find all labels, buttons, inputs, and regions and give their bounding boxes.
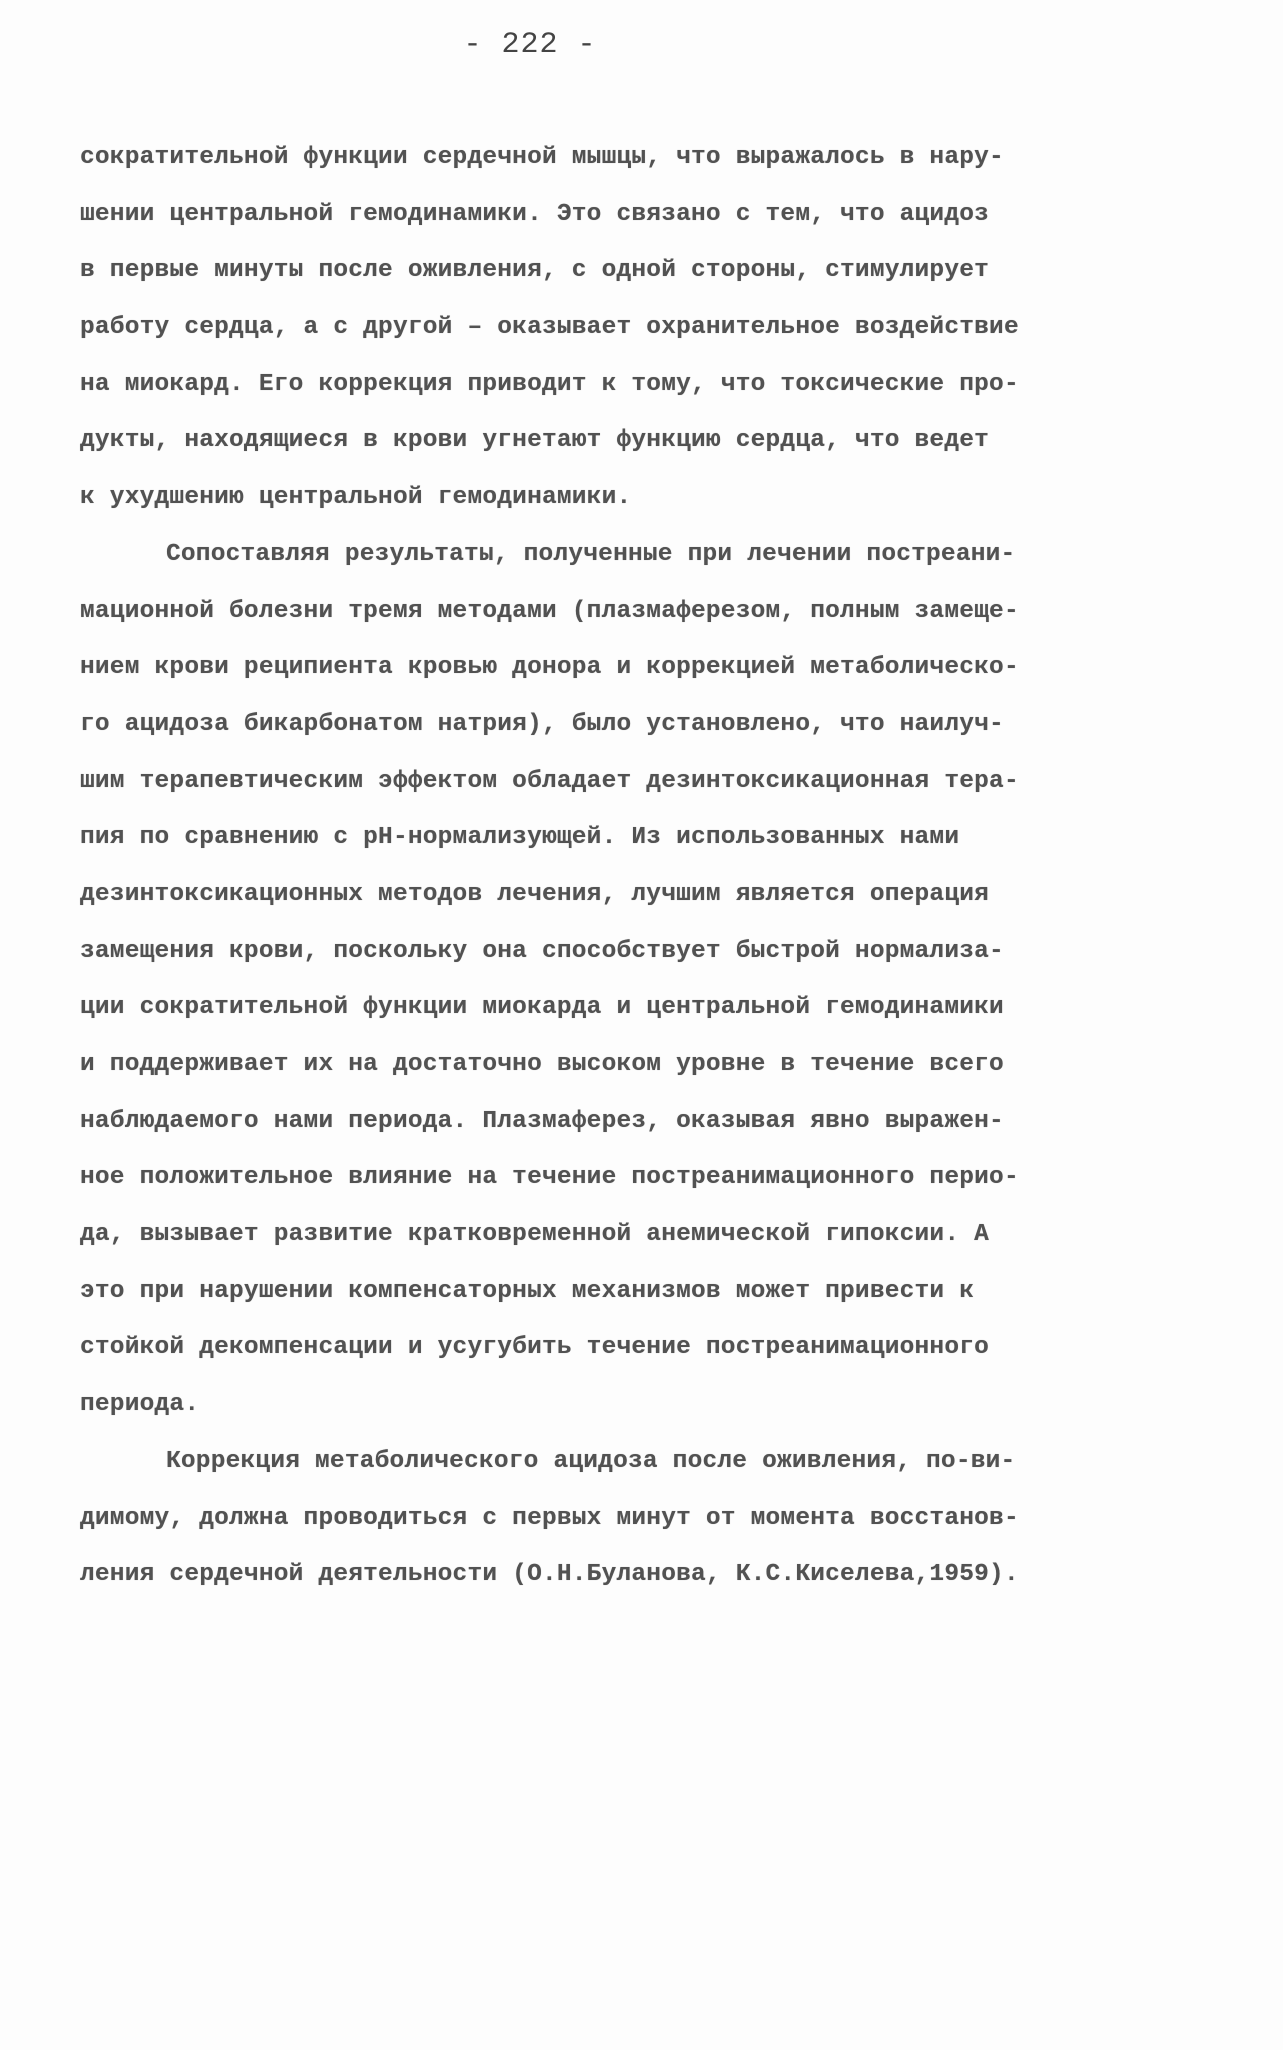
paragraph-start-line: Сопоставляя результаты, полученные при лечении постреани- [166,540,1016,568]
text-line: дукты, находящиеся в крови угнетают функцию сердца, что ведет [80,427,990,455]
text-line: периода. [80,1391,200,1419]
text-line: и поддерживает их на достаточно высоком уровне в течение всего [80,1051,1004,1078]
paragraph-start-line: Коррекция метаболического ацидоза после оживления, по-ви- [166,1447,1016,1475]
text-line: пия по сравнению с рН-нормализующей. Из использованных нами [80,824,960,852]
text-line: димому, должна проводиться с первых минут от момента восстанов- [80,1504,1019,1532]
text-line: сократительной функции сердечной мышцы, что выражалось в нару- [80,144,1004,171]
text-line: стойкой декомпенсации и усугубить течение постреанимационного [80,1334,990,1362]
text-line: ное положительное влияние на течение постреанимационного перио- [80,1164,1019,1192]
text-line: в первые минуты после оживления, с одной стороны, стимулирует [80,257,990,285]
text-line: ции сократительной функции миокарда и центральной гемодинамики [80,994,1004,1022]
text-line: нием крови реципиента кровью донора и коррекцией метаболическо- [80,654,1019,682]
text-line: замещения крови, поскольку она способствует быстрой нормализа- [80,937,1004,965]
text-line: это при нарушении компенсаторных механизмов может привести к [80,1277,975,1305]
text-line: да, вызывает развитие кратковременной анемической гипоксии. А [80,1221,990,1249]
text-line: шении центральной гемодинамики. Это связано с тем, что ацидоз [80,200,990,228]
body-text [80,130,1200,1604]
text-line: шим терапевтическим эффектом обладает дезинтоксикационная тера- [80,767,1019,795]
text-line: к ухудшению центральной гемодинамики. [80,484,632,512]
text-line: го ацидоза бикарбонатом натрия), было установлено, что наилуч- [80,710,1004,738]
text-line: дезинтоксикационных методов лечения, лучшим является операция [80,880,990,908]
text-line: ления сердечной деятельности (О.Н.Буланова, К.С.Киселева,1959). [80,1561,1019,1589]
text-line: на миокард. Его коррекция приводит к тому, что токсические про- [80,370,1019,398]
text-line: мационной болезни тремя методами (плазмаферезом, полным замеще- [80,597,1019,625]
page-number: - 222 - [463,28,597,62]
text-line: работу сердца, а с другой – оказывает охранительное воздействие [80,314,1019,342]
text-line: наблюдаемого нами периода. Плазмаферез, оказывая явно выражен- [80,1107,1004,1135]
